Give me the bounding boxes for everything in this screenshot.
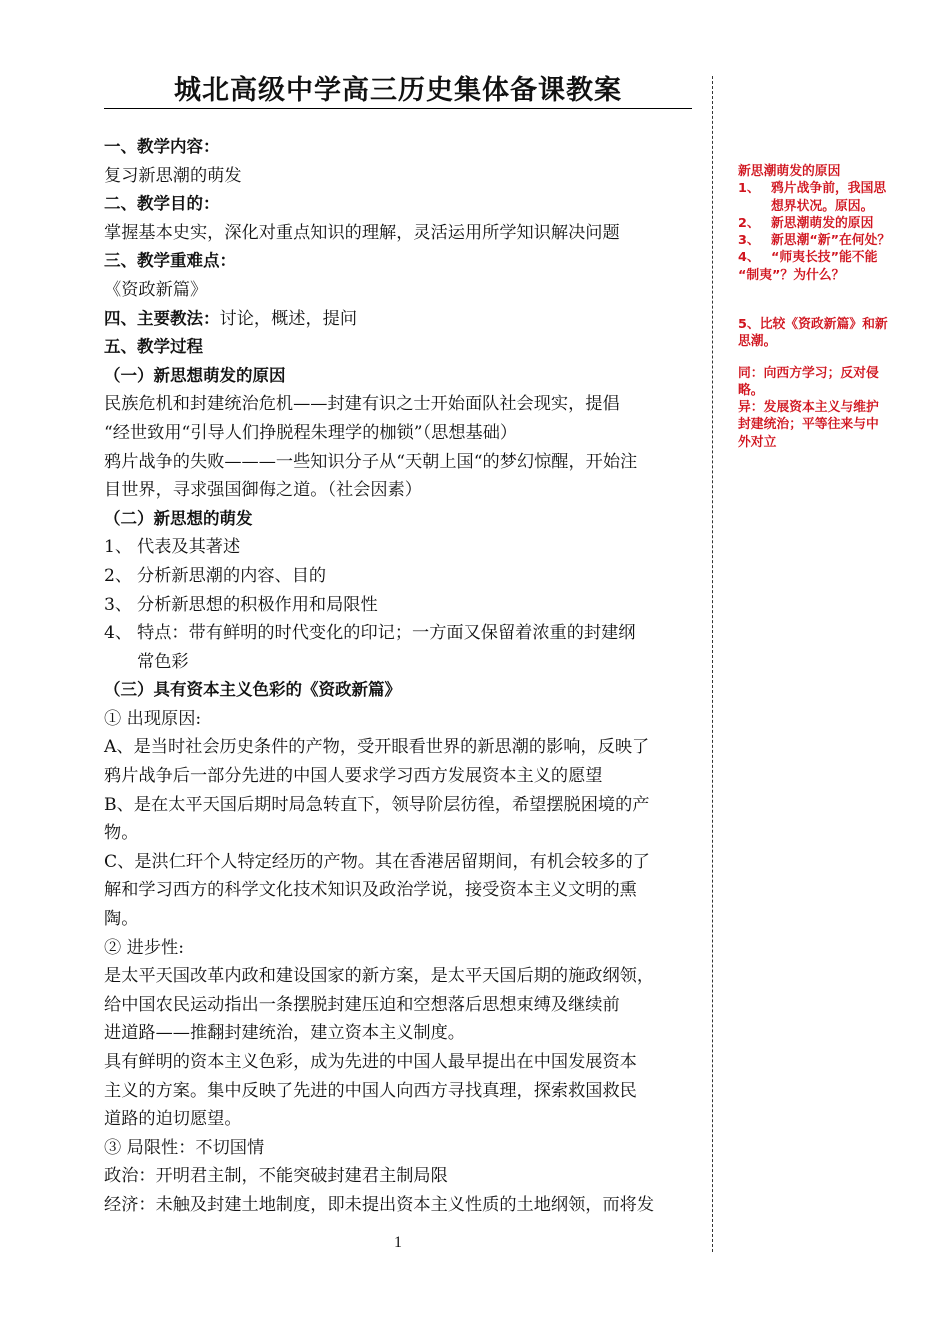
list-item-number: 1、 <box>104 537 133 558</box>
list-item <box>104 562 700 591</box>
part-3-line: 具有鲜明的资本主义色彩，成为先进的中国人最早提出在中国发展资本 <box>104 1052 637 1072</box>
part-2-heading: （二）新思想的萌发 <box>104 508 253 528</box>
margin-note-item <box>738 249 938 266</box>
part-3-line: ③ 局限性：不切国情 <box>104 1137 265 1158</box>
part-3-heading: （三）具有资本主义色彩的《资政新篇》 <box>104 680 401 700</box>
part-3-line: 道路的迫切愿望。 <box>104 1109 242 1130</box>
part-3-line: 陶。 <box>104 909 139 930</box>
part-3-line: 给中国农民运动指出一条摆脱封建压迫和空想落后思想束缚及继续前 <box>104 994 620 1015</box>
section-4-text: 讨论，概述，提问 <box>219 308 358 329</box>
part-3-line: C、是洪仁玕个人特定经历的产物。其在香港居留期间，有机会较多的了 <box>104 851 650 872</box>
list-item-text: 特点：带有鲜明的时代变化的印记；一方面又保留着浓重的封建纲 <box>137 623 636 644</box>
section-1-heading: 一、教学内容： <box>104 137 220 156</box>
list-item <box>104 591 700 620</box>
section-2-text: 掌握基本史实，深化对重点知识的理解，灵活运用所学知识解决问题 <box>104 222 620 243</box>
part-3-line: ① 出现原因: <box>104 708 202 729</box>
margin-note-line: 略。 <box>738 382 764 398</box>
margin-note-text: “师夷长技”能不能 <box>771 250 878 266</box>
margin-dashed-divider <box>712 76 713 1252</box>
section-3-text: 《资政新篇》 <box>104 279 208 300</box>
margin-note-comparison <box>738 316 938 451</box>
margin-note-text: 新思潮“新”在何处？ <box>771 233 891 249</box>
margin-note-number: 1、 <box>738 181 760 197</box>
part-1-line: 目世界，寻求强国御侮之道。（社会因素） <box>104 480 422 501</box>
list-item-number: 3、 <box>104 594 133 615</box>
margin-note-line: 异：发展资本主义与维护 <box>738 400 879 416</box>
margin-note-text: 鸦片战争前，我国思 <box>771 181 887 197</box>
list-item-continuation: 常色彩 <box>137 651 189 672</box>
list-item-text: 分析新思想的积极作用和局限性 <box>137 594 378 615</box>
part-1-heading: （一）新思想萌发的原因 <box>104 365 286 385</box>
lesson-plan-body <box>104 133 700 1220</box>
part-1-line: “经世致用“引导人们挣脱程朱理学的枷锁”（思想基础） <box>104 422 518 443</box>
list-item-text: 代表及其著述 <box>137 537 241 558</box>
section-3-heading: 三、教学重难点： <box>104 251 236 271</box>
margin-note-item <box>738 180 938 197</box>
list-item-number: 4、 <box>104 623 133 644</box>
part-3-line: A、是当时社会历史条件的产物，受开眼看世界的新思潮的影响，反映了 <box>104 737 650 758</box>
margin-note-line: 思潮。 <box>738 334 777 350</box>
list-item-number: 2、 <box>104 565 133 586</box>
margin-note-number: 2、 <box>738 215 760 231</box>
margin-note-item: 想界状况。原因。 <box>771 198 874 214</box>
margin-note-item <box>738 215 938 232</box>
margin-note-line: 外对立 <box>738 434 777 450</box>
document-title: 城北高级中学高三历史集体备课教案 <box>174 75 622 106</box>
margin-note-line: 封建统治；平等往来与中 <box>738 417 879 433</box>
list-item <box>104 533 700 562</box>
section-4-heading: 四、主要教法： <box>104 308 220 328</box>
section-2-heading: 二、教学目的： <box>104 194 220 214</box>
part-3-line: 政治：开明君主制，不能突破封建君主制局限 <box>104 1166 448 1187</box>
title-underline <box>104 108 692 109</box>
part-3-line: B、是在太平天国后期时局急转直下，领导阶层彷徨，希望摆脱困境的产 <box>104 794 650 815</box>
page-number: 1 <box>394 1234 402 1251</box>
margin-note-line: 同：向西方学习；反对侵 <box>738 365 879 381</box>
part-1-line: 民族危机和封建统治危机——封建有识之士开始面队社会现实，提倡 <box>104 394 620 415</box>
part-3-line: 主义的方案。集中反映了先进的中国人向西方寻找真理，探索救国救民 <box>104 1080 637 1101</box>
section-5-heading: 五、教学过程 <box>104 337 203 357</box>
margin-note-item-clipped: “制夷”？为什么？ <box>738 267 845 281</box>
margin-note-number: 4、 <box>738 250 760 266</box>
margin-note-gap <box>738 351 938 365</box>
margin-note-line: 5、比较《资政新篇》和新 <box>738 317 888 332</box>
list-item <box>104 619 700 648</box>
margin-note-title: 新思潮萌发的原因 <box>738 164 841 179</box>
part-1-line: 鸦片战争的失败———一些知识分子从“天朝上国“的梦幻惊醒，开始注 <box>104 451 638 472</box>
margin-note-questions <box>738 163 938 281</box>
part-3-line: 经济：未触及封建土地制度，即未提出资本主义性质的土地纲领，而将发 <box>104 1194 655 1215</box>
margin-note-number: 3、 <box>738 233 760 249</box>
part-3-line: 是太平天国改革内政和建设国家的新方案，是太平天国后期的施政纲领， <box>104 966 655 987</box>
part-3-line: ② 进步性: <box>104 937 185 958</box>
list-item-text: 分析新思潮的内容、目的 <box>137 565 327 586</box>
section-1-text: 复习新思潮的萌发 <box>104 165 242 186</box>
section-4-line <box>104 305 700 334</box>
part-3-line: 鸦片战争后一部分先进的中国人要求学习西方发展资本主义的愿望 <box>104 766 603 787</box>
part-3-line: 物。 <box>104 823 139 844</box>
margin-note-text: 新思潮萌发的原因 <box>771 215 874 231</box>
part-3-line: 进道路——推翻封建统治，建立资本主义制度。 <box>104 1023 465 1044</box>
margin-note-item <box>738 232 938 249</box>
part-3-line: 解和学习西方的科学文化技术知识及政治学说，接受资本主义文明的熏 <box>104 880 637 901</box>
